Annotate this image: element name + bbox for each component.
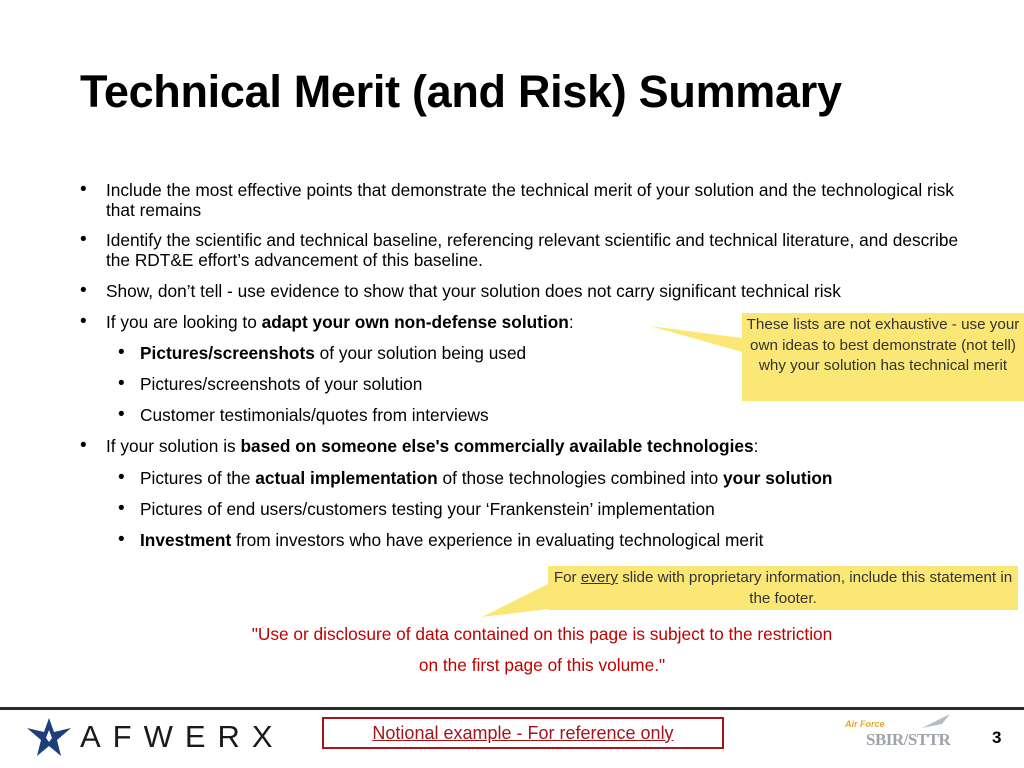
slide-title: Technical Merit (and Risk) Summary [80, 66, 842, 117]
sub-bullet-text: Pictures/screenshots of your solution [140, 374, 423, 394]
sub-bullet-text: Pictures/screenshots of your solution being used [140, 343, 527, 363]
bullet-dot: • [118, 373, 125, 394]
sub-bullet-text: Pictures of the actual implementation of those technologies combined into your solution [140, 468, 833, 488]
bullet-dot: • [118, 529, 125, 550]
footer-callout-pointer [482, 584, 548, 617]
afwerx-logo: AFWERX [80, 719, 285, 754]
sub-bullet-text: Pictures of end users/customers testing your ‘Frankenstein’ implementation [140, 499, 715, 519]
bullet-dot: • [80, 311, 87, 332]
restriction-statement: "Use or disclosure of data contained on this page is subject to the restriction on the first page of this volume." [251, 624, 833, 675]
bullet-text: If you are looking to adapt your own non-defense solution: [106, 312, 574, 332]
page-number: 3 [992, 728, 1002, 747]
notional-banner: Notional example - For reference only [322, 717, 724, 749]
sub-bullet-text: Investment from investors who have experience in evaluating technological merit [140, 530, 764, 550]
bullet-dot: • [118, 404, 125, 425]
bullet-dot: • [80, 280, 87, 301]
bullet-text: Show, don’t tell - use evidence to show that your solution does not carry significant technical risk [106, 281, 841, 301]
bullet-text: If your solution is based on someone else's commercially available technologies: [106, 436, 759, 456]
bullet-dot: • [80, 229, 87, 250]
sbir-sttr-logo: SBIR/STTR [866, 730, 951, 749]
bullet-dot: • [118, 467, 125, 488]
bullet-dot: • [118, 342, 125, 363]
air-force-wings-icon [26, 716, 72, 758]
sbir-logo-top: Air Force [845, 719, 885, 729]
sub-bullet-text: Customer testimonials/quotes from interviews [140, 405, 489, 425]
bullet-dot: • [80, 435, 87, 456]
bullet-text: Identify the scientific and technical baseline, referencing relevant scientific and technical literature, and describe the RDT&E effort’s advancement of this baseline. [106, 230, 959, 270]
footer-divider [0, 707, 1024, 710]
footer-tip-callout: For every slide with proprietary information, include this statement in the footer. [548, 566, 1018, 610]
bullet-dot: • [118, 498, 125, 519]
jet-icon [920, 712, 954, 730]
tip-callout: These lists are not exhaustive - use your own ideas to best demonstrate (not tell) why your solution has technical merit [742, 313, 1024, 401]
bullet-dot: • [80, 179, 87, 200]
bullet-text: Include the most effective points that demonstrate the technical merit of your solution and the technological risk that remains [106, 180, 954, 220]
